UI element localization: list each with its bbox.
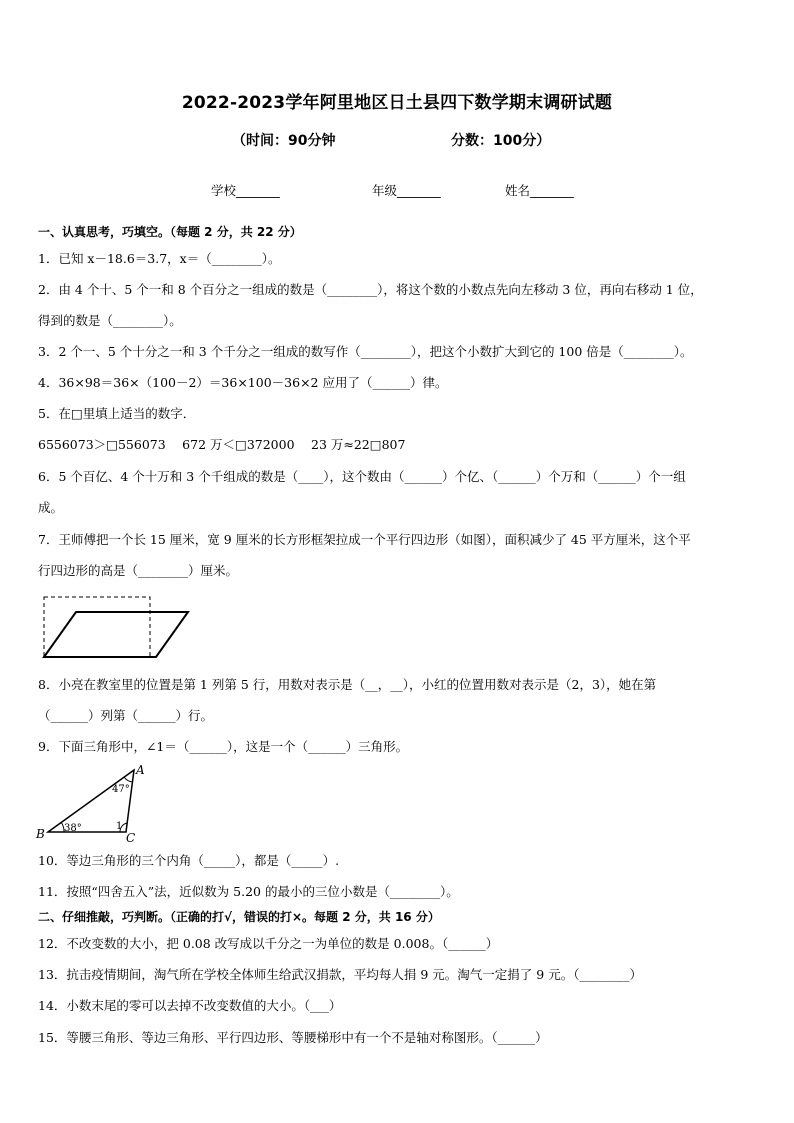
vertex-a-label: A: [136, 763, 145, 777]
question-5-line-2: 6556073＞□556073 672 万＜□372000 23 万≈22□807: [38, 437, 406, 452]
vertex-b-label: B: [36, 827, 45, 841]
question-6-line-1: 6．5 个百亿、4 个十万和 3 个千组成的数是（____），这个数由（______）个亿、（______）个万和（______）个一组: [38, 469, 686, 484]
question-7-line-1: 7．王师傅把一个长 15 厘米，宽 9 厘米的长方形框架拉成一个平行四边形（如图），面积减少了 45 平方厘米，这个平: [38, 532, 691, 547]
question-11: 11．按照“四舍五入”法，近似数为 5.20 的最小的三位小数是（________）。: [38, 884, 459, 899]
question-5-line-1: 5．在□里填上适当的数字．: [38, 406, 196, 421]
question-4: 4．36×98＝36×（100－2）＝36×100－36×2 应用了（______）律。: [38, 375, 448, 390]
parallelogram-shape: [44, 612, 188, 657]
grade-field[interactable]: 年级_______: [372, 183, 441, 198]
section-1-heading: 一、认真思考，巧填空。（每题 2 分，共 22 分）: [38, 225, 302, 239]
question-9: 9．下面三角形中，∠1＝（______），这是一个（______）三角形。: [38, 739, 409, 754]
angle-a-arc: [124, 777, 133, 782]
question-3: 3．2 个一、5 个十分之一和 3 个千分之一组成的数写作（________），把这个小数扩大到它的 100 倍是（________）。: [38, 344, 693, 359]
question-10: 10．等边三角形的三个内角（_____），都是（_____）.: [38, 853, 340, 868]
angle-1-label: 1: [116, 821, 123, 832]
exam-score: 分数：100分）: [451, 133, 551, 149]
exam-title: 2022-2023学年阿里地区日土县四下数学期末调研试题: [181, 93, 613, 113]
question-8-line-2: （______）列第（______）行。: [38, 708, 214, 723]
school-field[interactable]: 学校_______: [211, 183, 280, 198]
question-6-line-2: 成。: [38, 500, 64, 515]
parallelogram-figure: [38, 592, 194, 662]
question-1: 1．已知 x－18.6＝3.7，x＝（________）。: [38, 251, 281, 266]
question-15: 15．等腰三角形、等边三角形、平行四边形、等腰梯形中有一个不是轴对称图形。（______）: [38, 1030, 548, 1045]
original-rectangle: [44, 597, 150, 657]
name-field[interactable]: 姓名_______: [505, 183, 574, 198]
exam-time: （时间：90分钟: [232, 133, 336, 149]
question-12: 12．不改变数的大小，把 0.08 改写成以千分之一为单位的数是 0.008。（______）: [38, 936, 499, 951]
question-13: 13．抗击疫情期间，淘气所在学校全体师生给武汉捐款，平均每人捐 9 元。淘气一定捐了 9 元。（________）: [38, 967, 642, 982]
angle-a-label: 47°: [112, 784, 130, 795]
question-14: 14．小数末尾的零可以去掉不改变数值的大小。（___）: [38, 998, 342, 1013]
question-7-line-2: 行四边形的高是（________）厘米。: [38, 563, 239, 578]
vertex-c-label: C: [126, 831, 136, 845]
angle-b-label: 38°: [64, 823, 82, 834]
question-2-line-2: 得到的数是（________）。: [38, 313, 182, 328]
question-2-line-1: 2．由 4 个十、5 个一和 8 个百分之一组成的数是（________），将这个数的小数点先向左移动 3 位，再向右移动 1 位，: [38, 282, 703, 297]
section-2-heading: 二、仔细推敲，巧判断。（正确的打√，错误的打×。每题 2 分，共 16 分）: [38, 910, 440, 924]
triangle-figure: [34, 760, 154, 846]
question-8-line-1: 8．小亮在教室里的位置是第 1 列第 5 行，用数对表示是（__，__），小红的位置用数对表示是（2，3），她在第: [38, 677, 657, 692]
